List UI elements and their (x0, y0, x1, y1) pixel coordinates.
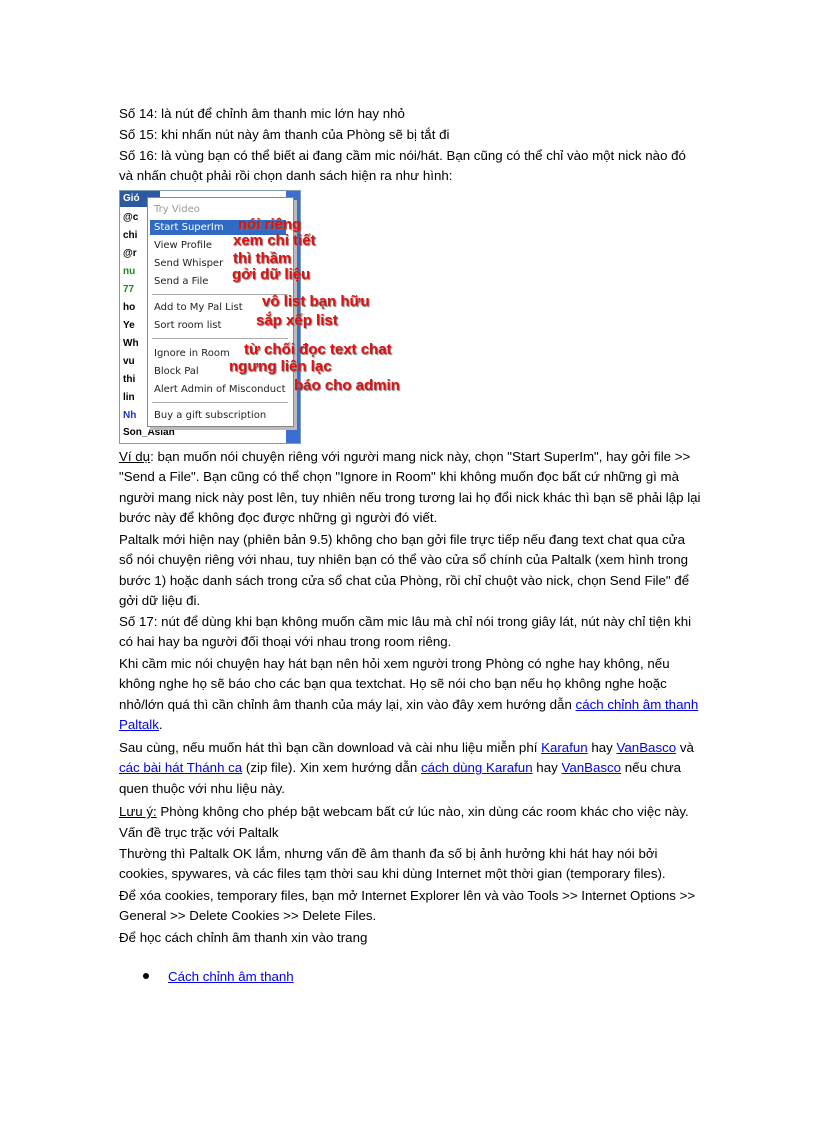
annotation-tu-choi: từ chối đọc text chat (244, 341, 392, 358)
example-label: Ví dụ (119, 449, 151, 464)
mic-end: . (158, 716, 163, 732)
annotation-thi-tham: thì thầm (233, 250, 292, 267)
menu-item-gift: Buy a gift subscription (154, 410, 267, 421)
link-cach-chinh-am-thanh[interactable]: Cách chỉnh âm thanh (168, 969, 294, 984)
note-label: Lưu ý: (119, 804, 157, 819)
sing-text-4: (zip file). Xin xem hướng dẫn (242, 760, 421, 776)
link-vanbasco-2[interactable]: VanBasco (561, 760, 622, 776)
annotation-bao-admin: báo cho admin (294, 377, 400, 394)
nick-item: @c (123, 212, 139, 223)
paltalk-paragraph: Paltalk mới hiện nay (phiên bản 9.5) không cho bạn gởi file trực tiếp nếu đang text chat qua cửa sổ nói chuyện riêng với nhau, tuy nhiên bạn có thể vào cửa sổ chính của Paltalk (xem hình trong bước 1) hoặc danh sách trong cửa sổ chat của Phòng, rồi chỉ chuột vào nick, chọn Send File" để gởi dữ liệu đi. (119, 532, 690, 608)
menu-item-try-video: Try Video (154, 204, 200, 215)
mic-text: Khi cầm mic nói chuyện hay hát bạn nên hỏi xem người trong Phòng có nghe hay không, nếu không nghe họ sẽ báo cho các bạn qua textchat. Họ sẽ nói cho bạn nếu họ không nghe hoặc nhỏ/lớn quá thì cần chỉnh âm thanh của máy lại, xin vào đây xem hướng dẫn (119, 656, 670, 712)
menu-item-alert-admin: Alert Admin of Misconduct (154, 384, 286, 395)
intro-line-14: Số 14: là nút để chỉnh âm thanh mic lớn hay nhỏ (119, 106, 405, 121)
nick-item-son-asian: Son_Asian (123, 427, 175, 438)
link-chinh-am-thanh-paltalk[interactable]: cách chỉnh âm thanh Paltalk (119, 696, 699, 732)
annotation-xem-chi-tiet: xem chi tiết (233, 232, 316, 249)
example-paragraph (119, 447, 701, 528)
annotation-vo-list: vô list bạn hữu (262, 293, 370, 310)
menu-separator (152, 338, 288, 339)
mic-paragraph (119, 654, 701, 735)
nick-item: thi (123, 374, 136, 385)
sing-text-6: nếu chưa quen thuộc với nhu liệu này. (119, 760, 681, 796)
menu-item-block: Block Pal (154, 366, 199, 377)
nick-item: Wh (123, 338, 139, 349)
link-vanbasco[interactable]: VanBasco (616, 740, 677, 755)
link-bai-hat-thanh-ca[interactable]: các bài hát Thánh ca (119, 760, 243, 776)
sing-text-3: và (676, 740, 694, 755)
nick-item: Nh (123, 410, 137, 421)
note-text: Phòng không cho phép bật webcam bất cứ lúc nào, xin dùng các room khác cho việc này. (156, 804, 689, 819)
menu-item-sort-room: Sort room list (154, 320, 222, 331)
sing-text-2: hay (587, 740, 617, 755)
learn-line: Để học cách chỉnh âm thanh xin vào trang (119, 930, 368, 945)
menu-item-view-profile: View Profile (154, 240, 213, 251)
nick-item: Ye (123, 320, 135, 331)
note-paragraph (119, 802, 701, 822)
nick-item: vu (123, 356, 135, 367)
intro-line-15: Số 15: khi nhấn nút này âm thanh của Phòng sẽ bị tắt đi (119, 127, 450, 142)
nick-item: lin (123, 392, 135, 403)
sing-paragraph (119, 738, 701, 799)
annotation-goi-du-lieu: gởi dữ liệu (232, 266, 311, 283)
menu-item-send-whisper: Send Whisper (154, 258, 224, 269)
nick-item: chi (123, 230, 138, 241)
annotation-ngung: ngưng liên lạc (229, 358, 332, 375)
annotation-sap-xep: sắp xếp list (256, 312, 338, 329)
nick-item: nu (123, 266, 136, 277)
annotation-noi-rieng: nói riêng (238, 216, 302, 233)
trouble-title: Vấn đề trục trặc với Paltalk (119, 825, 279, 840)
menu-separator (152, 402, 288, 403)
menu-item-start-superim: Start SuperIm (150, 220, 286, 235)
example-text: : bạn muốn nói chuyện riêng với người mang nick này, chọn "Start SuperIm", hay gởi file >> "Send a File". Bạn cũng có thể chọn "Ignore in Room" khi không muốn đọc bất cứ những gì mà người mang nick này post lên, tuy nhiên nếu trong tương lai họ đổi nick khác thì bạn sẽ phải lập lại bước này để không đọc được những gì người đó viết. (119, 449, 701, 525)
nick-item: 77 (123, 284, 135, 295)
user-list-header: Gió (120, 191, 160, 207)
delete-paragraph: Để xóa cookies, temporary files, bạn mở Internet Explorer lên và vào Tools >> Internet Options >> General >> Delete Cookies >> Delete Files. (119, 888, 696, 924)
intro-line-16: Số 16: là vùng bạn có thể biết ai đang cầm mic nói/hát. Bạn cũng có thể chỉ vào một nick nào đó và nhấn chuột phải rồi chọn danh sách hiện ra như hình: (119, 148, 686, 184)
nick-item: @r (123, 248, 137, 259)
bullet-dot (143, 973, 149, 979)
so17-paragraph: Số 17: nút để dùng khi bạn không muốn cầm mic lâu mà chỉ nói trong giây lát, nút này chỉ tiện khi có hai hay ba người đối thoại với nhau trong room riêng. (119, 614, 692, 650)
link-karafun[interactable]: Karafun (541, 740, 588, 755)
menu-item-ignore: Ignore in Room (154, 348, 230, 359)
sing-text-1: Sau cùng, nếu muốn hát thì bạn cần download và cài nhu liệu miễn phí (119, 740, 542, 755)
sing-text-5: hay (532, 760, 562, 776)
nick-item: ho (123, 302, 136, 313)
trouble-paragraph: Thường thì Paltalk OK lắm, nhưng vấn đề âm thanh đa số bị ảnh hưởng khi hát hay nói bởi cookies, spywares, và các files tạm thời sau khi dùng Internet một thời gian (temporary files). (119, 846, 666, 882)
menu-item-send-file: Send a File (154, 276, 209, 287)
menu-item-add-pal: Add to My Pal List (154, 302, 243, 313)
link-cach-dung-karafun[interactable]: cách dùng Karafun (420, 760, 533, 776)
